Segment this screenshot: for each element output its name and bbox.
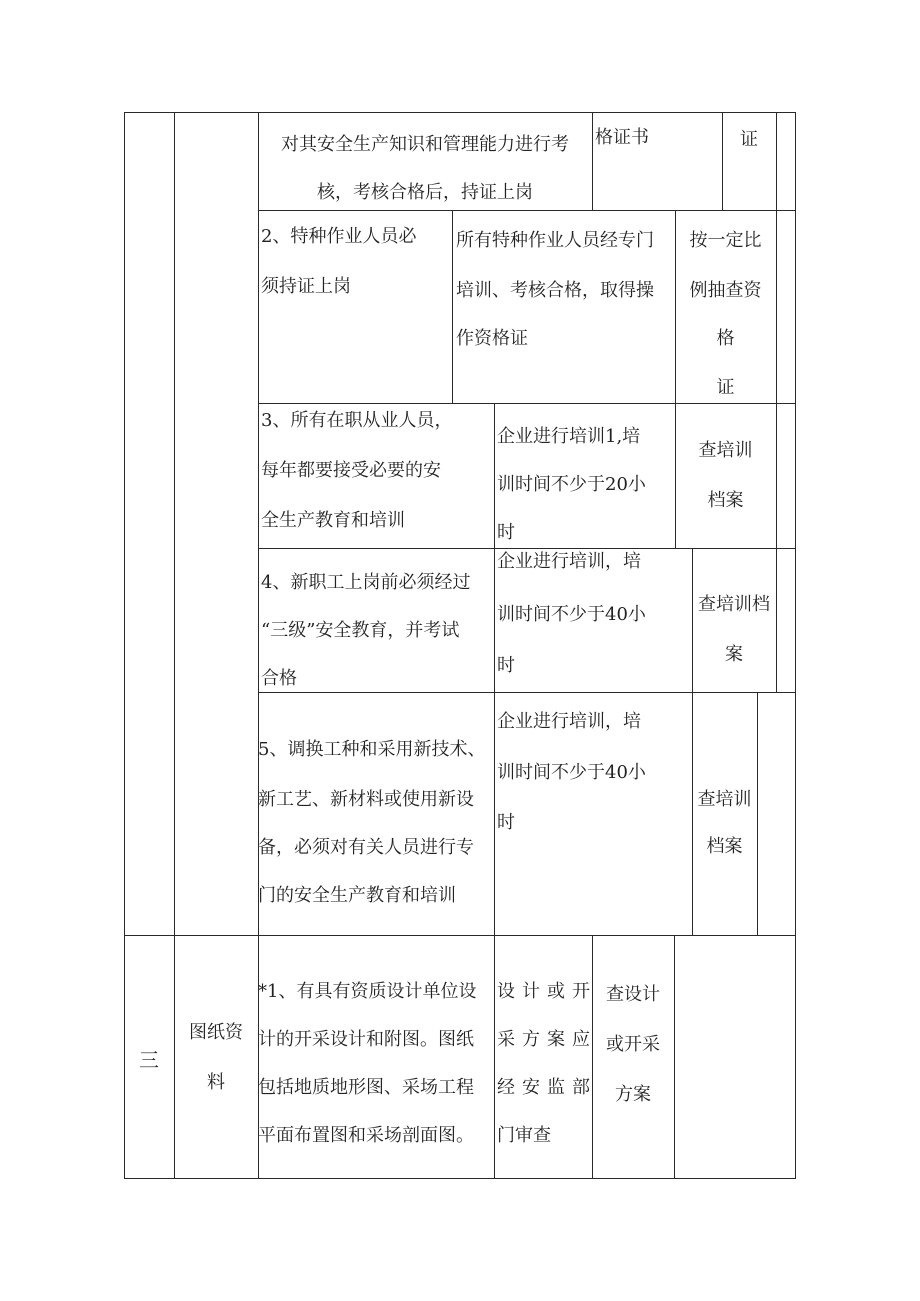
col-divider bbox=[494, 403, 495, 548]
content-line: 4、新职工上岗前必须经过 bbox=[261, 572, 471, 593]
standard-text: 格证书 bbox=[595, 127, 649, 148]
method-line: 格 bbox=[716, 328, 735, 349]
content-line: *1、有具有资质设计单位设 bbox=[258, 981, 477, 1002]
col-divider bbox=[452, 210, 453, 403]
standard-line: 培训、考核合格，取得操 bbox=[456, 280, 654, 301]
section-divider bbox=[124, 935, 796, 936]
border-bottom bbox=[124, 1178, 796, 1179]
standard-line: 训时间不少于40小 bbox=[497, 604, 646, 625]
method-line: 方案 bbox=[615, 1084, 651, 1105]
border-left bbox=[124, 112, 125, 1179]
content-line: 门的安全生产教育和培训 bbox=[258, 885, 456, 906]
content-line: 对其安全生产知识和管理能力进行考 bbox=[281, 134, 569, 155]
standard-line: 企业进行培训，培 bbox=[497, 551, 641, 572]
standard-line: 经安监部 bbox=[497, 1077, 597, 1098]
content-line: 每年都要接受必要的安 bbox=[261, 460, 441, 481]
method-line: 证 bbox=[716, 377, 735, 398]
border-right bbox=[795, 112, 796, 1179]
standard-line: 时 bbox=[497, 522, 515, 543]
method-line: 查培训档 bbox=[698, 594, 770, 615]
standard-line: 训时间不少于40小 bbox=[497, 762, 646, 783]
content-line: 2、特种作业人员必 bbox=[261, 226, 417, 247]
row-divider bbox=[258, 692, 796, 693]
content-line: 平面布置图和采场剖面图。 bbox=[258, 1125, 474, 1146]
standard-line: 时 bbox=[497, 812, 515, 833]
method-line: 查培训 bbox=[698, 440, 753, 461]
section-number: 三 bbox=[139, 1048, 159, 1072]
col-divider bbox=[674, 935, 675, 1178]
standard-line: 企业进行培训，培 bbox=[497, 711, 641, 732]
content-line: 计的开采设计和附图。图纸 bbox=[258, 1029, 474, 1050]
col-divider bbox=[776, 210, 777, 403]
method-line: 案 bbox=[725, 644, 743, 665]
standard-line: 训时间不少于20小 bbox=[497, 474, 646, 495]
content-line: 须持证上岗 bbox=[261, 276, 351, 297]
content-line: 5、调换工种和采用新技术、 bbox=[258, 739, 486, 760]
method-line: 档案 bbox=[707, 490, 744, 511]
method-line: 按一定比 bbox=[689, 230, 762, 251]
standard-line: 企业进行培训1,培 bbox=[497, 426, 641, 447]
standard-line: 门审查 bbox=[497, 1125, 551, 1146]
content-line: 新工艺、新材料或使用新设 bbox=[258, 789, 474, 810]
method-text: 证 bbox=[740, 129, 758, 150]
content-line: 备，必须对有关人员进行专 bbox=[258, 837, 474, 858]
method-line: 查培训 bbox=[697, 789, 752, 810]
content-line: 包括地质地形图、采场工程 bbox=[258, 1077, 474, 1098]
item-label: 图纸资 bbox=[189, 1022, 243, 1043]
border-top bbox=[124, 112, 796, 113]
standard-line: 所有特种作业人员经专门 bbox=[456, 230, 654, 251]
col-divider bbox=[776, 403, 777, 548]
col-divider bbox=[592, 112, 593, 210]
method-line: 或开采 bbox=[606, 1034, 660, 1055]
standard-line: 作资格证 bbox=[456, 328, 528, 349]
content-line: 核，考核合格后，持证上岗 bbox=[317, 182, 533, 203]
item-label: 料 bbox=[207, 1072, 225, 1093]
col-divider bbox=[757, 692, 758, 935]
col-divider bbox=[494, 692, 495, 935]
content-line: “三级”安全教育，并考试 bbox=[261, 620, 460, 641]
method-line: 查设计 bbox=[606, 984, 660, 1005]
standard-line: 采方案应 bbox=[497, 1029, 597, 1050]
content-line: 合格 bbox=[261, 668, 297, 689]
standard-line: 时 bbox=[497, 655, 515, 676]
method-line: 档案 bbox=[706, 836, 743, 857]
col-divider bbox=[776, 112, 777, 210]
content-line: 全生产教育和培训 bbox=[261, 510, 405, 531]
standard-line: 设计或开 bbox=[497, 981, 597, 1002]
method-line: 例抽查资 bbox=[689, 280, 762, 301]
content-line: 3、所有在职从业人员， bbox=[261, 410, 453, 431]
col-divider bbox=[494, 935, 495, 1178]
col-divider bbox=[776, 548, 777, 692]
col-divider bbox=[494, 548, 495, 692]
